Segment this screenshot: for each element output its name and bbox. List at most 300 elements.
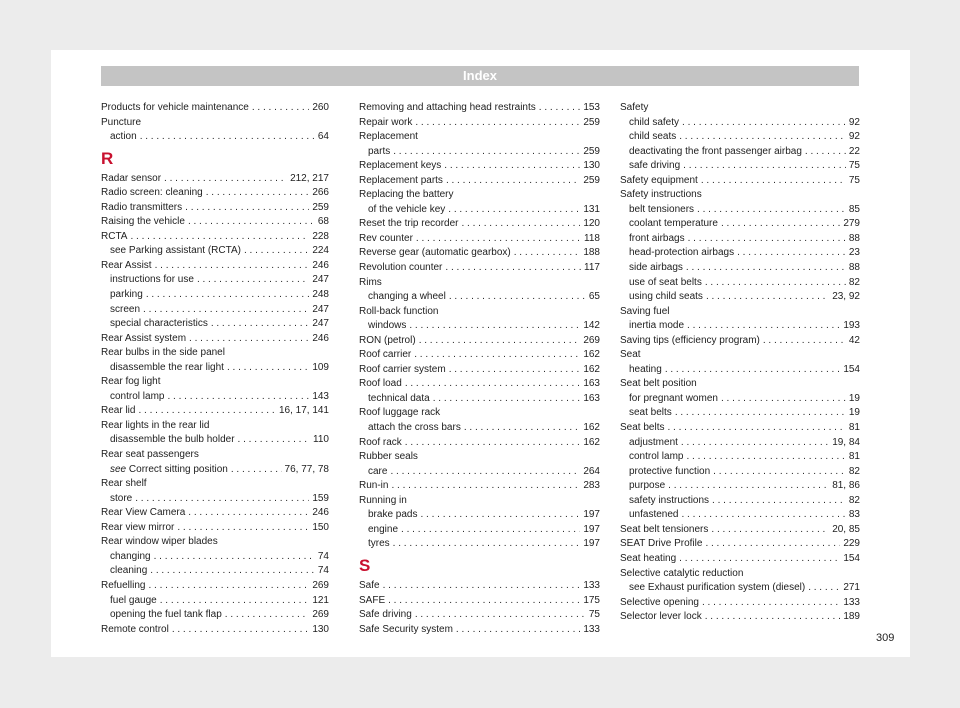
page-reference: 82 <box>848 494 860 506</box>
entry-term: seat belts <box>629 407 672 419</box>
entry-term: Roof rack <box>359 436 402 448</box>
dot-leader <box>449 363 581 378</box>
entry-term: Radio screen: cleaning <box>101 187 203 199</box>
page-reference: 197 <box>583 523 600 535</box>
dot-leader <box>135 492 309 507</box>
entry-term-text: Correct sitting position <box>128 463 228 475</box>
page-reference: 42 <box>848 334 860 346</box>
index-entry <box>101 201 329 216</box>
index-heading: Rubber seals <box>359 451 418 463</box>
entry-term: see Exhaust purification system (diesel) <box>629 582 806 594</box>
dot-leader <box>668 479 829 494</box>
page-reference: 19, 84 <box>832 436 860 448</box>
index-heading: Rear window wiper blades <box>101 536 218 548</box>
dot-leader <box>390 465 580 480</box>
index-entry <box>359 537 600 552</box>
entry-term: using child seats <box>629 291 703 303</box>
dot-leader <box>155 259 310 274</box>
entry-term: Radar sensor <box>101 172 162 184</box>
entry-term: heating <box>629 363 662 375</box>
index-entry <box>620 116 860 131</box>
index-entry <box>620 421 860 436</box>
dot-leader <box>681 436 829 451</box>
index-entry <box>101 608 329 623</box>
entry-term: Revolution counter <box>359 262 443 274</box>
entry-term: SAFE <box>359 594 386 606</box>
page-reference: 88 <box>848 262 860 274</box>
index-entry <box>620 436 860 451</box>
dot-leader <box>383 579 581 594</box>
index-entry <box>620 552 860 567</box>
dot-leader <box>737 246 846 261</box>
dot-leader <box>688 232 846 247</box>
entry-term: Seat heating <box>620 552 677 564</box>
index-entry <box>620 523 860 538</box>
index-entry <box>101 230 329 245</box>
index-heading: Saving fuel <box>620 305 670 317</box>
page-reference: 16, 17, 141 <box>278 405 329 417</box>
dot-leader <box>164 172 287 187</box>
index-entry <box>101 623 329 638</box>
index-entry <box>101 288 329 303</box>
dot-leader <box>252 101 309 116</box>
dot-leader <box>808 581 840 596</box>
entry-term: special characteristics <box>110 318 208 330</box>
entry-term: safety instructions <box>629 494 710 506</box>
dot-leader <box>414 348 580 363</box>
page-reference: 74 <box>317 565 329 577</box>
dot-leader <box>713 465 846 480</box>
dot-leader <box>140 130 315 145</box>
dot-leader <box>675 406 846 421</box>
entry-term: control lamp <box>629 451 684 463</box>
index-entry <box>620 537 860 552</box>
page-reference: 121 <box>312 594 329 606</box>
entry-term: Rear view mirror <box>101 521 175 533</box>
dot-leader <box>150 564 315 579</box>
index-entry <box>620 494 860 509</box>
dot-leader <box>172 623 310 638</box>
dot-leader <box>444 159 580 174</box>
entry-term: parts <box>368 145 391 157</box>
entry-term: Replacement keys <box>359 160 442 172</box>
index-entry <box>620 130 860 145</box>
dot-leader <box>409 319 580 334</box>
page-reference: 118 <box>584 232 600 244</box>
index-entry <box>620 232 860 247</box>
index-entry <box>101 332 329 347</box>
entry-term: Roof carrier system <box>359 363 446 375</box>
page-header-title: Index <box>101 66 859 86</box>
index-entry <box>359 594 600 609</box>
page-reference: 82 <box>848 276 860 288</box>
entry-term: inertia mode <box>629 320 685 332</box>
dot-leader <box>448 203 580 218</box>
index-entry <box>101 463 329 478</box>
entry-term: disassemble the rear light <box>110 361 224 373</box>
dot-leader <box>393 145 580 160</box>
entry-term: Radio transmitters <box>101 201 183 213</box>
dot-leader <box>705 276 846 291</box>
page-reference: 248 <box>312 289 329 301</box>
entry-term: see Parking assistant (RCTA) <box>110 245 241 257</box>
index-entry <box>101 564 329 579</box>
page-reference: 246 <box>312 507 329 519</box>
index-heading: Selective catalytic reduction <box>620 567 744 579</box>
index-entry <box>359 101 600 116</box>
dot-leader <box>721 392 846 407</box>
page-reference: 92 <box>848 116 860 128</box>
entry-term: of the vehicle key <box>368 203 446 215</box>
dot-leader <box>231 463 282 478</box>
page-reference: 259 <box>583 116 600 128</box>
page-reference: 269 <box>583 334 600 346</box>
page-reference: 143 <box>312 390 329 402</box>
entry-term: windows <box>368 320 407 332</box>
entry-term: store <box>110 492 133 504</box>
index-entry <box>101 259 329 274</box>
entry-term: Reset the trip recorder <box>359 218 459 230</box>
index-entry <box>620 319 860 334</box>
index-entry <box>359 579 600 594</box>
entry-term: control lamp <box>110 390 165 402</box>
index-entry <box>101 506 329 521</box>
page-reference: 65 <box>588 291 600 303</box>
dot-leader <box>416 232 581 247</box>
index-entry <box>101 579 329 594</box>
page-reference: 74 <box>317 550 329 562</box>
index-entry <box>359 174 600 189</box>
entry-term: child safety <box>629 116 680 128</box>
page-reference: 269 <box>312 609 329 621</box>
dot-leader <box>682 116 846 131</box>
index-entry <box>359 392 600 407</box>
dot-leader <box>405 436 581 451</box>
index-entry <box>620 596 860 611</box>
page-reference: 22 <box>848 145 860 157</box>
dot-leader <box>679 130 846 145</box>
entry-term: Selective opening <box>620 596 699 608</box>
dot-leader <box>197 273 309 288</box>
page-reference: 23, 92 <box>832 291 860 303</box>
dot-leader <box>706 290 829 305</box>
index-heading: Running in <box>359 494 407 506</box>
page-reference: 247 <box>312 318 329 330</box>
index-entry <box>359 479 600 494</box>
entry-term: protective function <box>629 465 711 477</box>
dot-leader <box>420 508 580 523</box>
index-entry <box>101 130 329 145</box>
page-reference: 163 <box>583 392 600 404</box>
page-reference: 110 <box>313 434 329 446</box>
index-column-2 <box>359 101 600 637</box>
dot-leader <box>464 421 580 436</box>
page-reference: 133 <box>583 623 600 635</box>
page-reference: 133 <box>843 596 860 608</box>
dot-leader <box>167 390 309 405</box>
index-heading: Safety instructions <box>620 189 702 201</box>
dot-leader <box>130 230 309 245</box>
page-reference: 175 <box>583 594 600 606</box>
entry-term: front airbags <box>629 232 685 244</box>
index-entry <box>359 623 600 638</box>
index-entry <box>620 465 860 480</box>
index-entry <box>359 116 600 131</box>
entry-term: attach the cross bars <box>368 422 461 434</box>
page-reference: 247 <box>312 303 329 315</box>
dot-leader <box>539 101 581 116</box>
entry-term: instructions for use <box>110 274 194 286</box>
page-reference: 162 <box>583 422 600 434</box>
page-reference: 20, 85 <box>832 523 860 535</box>
page-reference: 259 <box>583 145 600 157</box>
index-heading: Rims <box>359 276 382 288</box>
entry-term: changing a wheel <box>368 291 446 303</box>
page-reference: 269 <box>312 579 329 591</box>
index-entry <box>359 508 600 523</box>
page-reference: 264 <box>583 465 600 477</box>
page-reference: 19 <box>848 392 860 404</box>
entry-term: use of seat belts <box>629 276 702 288</box>
index-entry <box>101 433 329 448</box>
dot-leader <box>805 145 846 160</box>
page-reference: 246 <box>312 332 329 344</box>
index-entry <box>620 276 860 291</box>
index-entry <box>620 450 860 465</box>
page-reference: 271 <box>843 582 860 594</box>
index-entry <box>359 363 600 378</box>
page-reference: 247 <box>312 274 329 286</box>
dot-leader <box>388 594 580 609</box>
entry-term: head-protection airbags <box>629 247 735 259</box>
index-heading: Seat belt position <box>620 378 697 390</box>
dot-leader <box>667 421 845 436</box>
page-reference: 142 <box>583 320 600 332</box>
dot-leader <box>415 116 580 131</box>
index-entry <box>359 436 600 451</box>
page-reference: 120 <box>583 218 600 230</box>
index-entry <box>620 363 860 378</box>
entry-term: Raising the vehicle <box>101 216 185 228</box>
dot-leader <box>679 552 840 567</box>
index-heading: Safety <box>620 102 649 113</box>
index-entry <box>620 392 860 407</box>
dot-leader <box>143 303 309 318</box>
dot-leader <box>148 579 309 594</box>
index-entry <box>101 172 329 187</box>
page-reference: 162 <box>583 363 600 375</box>
entry-term: RON (petrol) <box>359 334 416 346</box>
index-entry <box>620 290 860 305</box>
index-entry <box>359 159 600 174</box>
entry-term: SEAT Drive Profile <box>620 538 703 550</box>
index-entry <box>101 303 329 318</box>
dot-leader <box>446 174 580 189</box>
dot-leader <box>138 404 275 419</box>
page-reference: 197 <box>583 509 600 521</box>
page-reference: 163 <box>583 378 600 390</box>
entry-term: Safety equipment <box>620 174 698 186</box>
entry-term: technical data <box>368 392 430 404</box>
dot-leader <box>185 201 309 216</box>
entry-term: safe driving <box>629 160 681 172</box>
index-heading: Rear shelf <box>101 478 147 490</box>
dot-leader <box>456 623 580 638</box>
page-reference: 85 <box>848 203 860 215</box>
entry-term: Repair work <box>359 116 413 128</box>
entry-term: unfastened <box>629 509 679 521</box>
index-entry <box>101 492 329 507</box>
dot-leader <box>682 508 846 523</box>
entry-term: action <box>110 131 137 143</box>
entry-term: coolant temperature <box>629 218 718 230</box>
index-entry <box>359 261 600 276</box>
entry-term: engine <box>368 523 399 535</box>
index-heading: Rear bulbs in the side panel <box>101 347 225 359</box>
entry-term: Rear lid <box>101 405 136 417</box>
page-reference: 162 <box>583 349 600 361</box>
page-reference: 82 <box>848 465 860 477</box>
index-entry <box>620 217 860 232</box>
index-entry <box>359 290 600 305</box>
dot-leader <box>705 610 841 625</box>
entry-term <box>110 463 228 478</box>
page-reference: 259 <box>312 201 329 213</box>
entry-term: adjustment <box>629 436 678 448</box>
page-reference: 229 <box>843 538 860 550</box>
index-column-1 <box>101 101 329 637</box>
dot-leader <box>686 450 845 465</box>
entry-term: Saving tips (efficiency program) <box>620 334 760 346</box>
dot-leader <box>665 363 841 378</box>
index-heading: Replacing the battery <box>359 189 454 201</box>
dot-leader <box>188 506 309 521</box>
entry-term: Seat belts <box>620 422 665 434</box>
entry-term: Refuelling <box>101 579 146 591</box>
index-entry <box>101 101 329 116</box>
dot-leader <box>433 392 581 407</box>
entry-term: Safe <box>359 579 380 591</box>
dot-leader <box>697 203 846 218</box>
dot-leader <box>405 377 581 392</box>
index-entry <box>620 261 860 276</box>
entry-term: Products for vehicle maintenance <box>101 102 249 113</box>
dot-leader <box>238 433 311 448</box>
dot-leader <box>393 537 581 552</box>
index-heading: Seat <box>620 349 641 361</box>
dot-leader <box>683 159 846 174</box>
page-reference: 81 <box>848 451 860 463</box>
dot-leader <box>415 608 586 623</box>
page-reference: 19 <box>848 407 860 419</box>
entry-term: child seats <box>629 131 677 143</box>
page-reference: 189 <box>843 611 860 623</box>
page-reference: 83 <box>848 509 860 521</box>
page-reference: 153 <box>583 102 600 113</box>
index-entry <box>620 145 860 160</box>
entry-term: screen <box>110 303 141 315</box>
index-entry <box>101 273 329 288</box>
entry-term: Removing and attaching head restraints <box>359 102 536 113</box>
index-entry <box>359 246 600 261</box>
page-reference: 130 <box>312 623 329 635</box>
index-entry <box>620 610 860 625</box>
entry-term: changing <box>110 550 151 562</box>
entry-term: Roof load <box>359 378 402 390</box>
index-entry <box>620 406 860 421</box>
index-heading: Roof luggage rack <box>359 407 441 419</box>
page-reference: 131 <box>583 203 600 215</box>
dot-leader <box>449 290 586 305</box>
page-reference: 81, 86 <box>832 480 860 492</box>
index-entry <box>101 594 329 609</box>
index-entry <box>620 334 860 349</box>
page-reference: 224 <box>312 245 329 257</box>
index-entry <box>620 246 860 261</box>
dot-leader <box>188 215 315 230</box>
page-reference: 64 <box>317 131 329 143</box>
index-entry <box>620 581 860 596</box>
dot-leader <box>154 550 315 565</box>
page-reference: 133 <box>583 579 600 591</box>
entry-term: Replacement parts <box>359 174 443 186</box>
dot-leader <box>227 361 309 376</box>
entry-term: Roof carrier <box>359 349 412 361</box>
dot-leader <box>705 537 840 552</box>
page-reference: 193 <box>843 320 860 332</box>
dot-leader <box>391 479 580 494</box>
section-letter: R <box>101 148 114 168</box>
page-reference: 150 <box>312 521 329 533</box>
page-reference: 266 <box>312 187 329 199</box>
index-entry <box>620 508 860 523</box>
page-reference: 228 <box>312 230 329 242</box>
index-entry <box>359 608 600 623</box>
dot-leader <box>177 521 309 536</box>
dot-leader <box>711 523 829 538</box>
dot-leader <box>763 334 846 349</box>
entry-term: brake pads <box>368 509 418 521</box>
dot-leader <box>225 608 310 623</box>
entry-term: fuel gauge <box>110 594 157 606</box>
index-heading: Puncture <box>101 116 142 128</box>
dot-leader <box>160 594 310 609</box>
page-reference: 246 <box>312 259 329 271</box>
entry-term: belt tensioners <box>629 203 695 215</box>
page-reference: 279 <box>843 218 860 230</box>
page-reference: 23 <box>848 247 860 259</box>
index-entry <box>359 145 600 160</box>
dot-leader <box>244 244 309 259</box>
index-entry <box>101 317 329 332</box>
index-entry <box>359 348 600 363</box>
entry-term: Safe driving <box>359 609 412 621</box>
dot-leader <box>189 332 309 347</box>
entry-term: Seat belt tensioners <box>620 523 709 535</box>
entry-term: opening the fuel tank flap <box>110 609 222 621</box>
dot-leader <box>686 261 846 276</box>
page-number: 309 <box>876 632 895 644</box>
page-reference: 188 <box>583 247 600 259</box>
index-heading: Rear seat passengers <box>101 449 199 461</box>
entry-term: purpose <box>629 480 666 492</box>
page-reference: 81 <box>848 422 860 434</box>
index-entry <box>359 523 600 538</box>
index-entry <box>101 361 329 376</box>
entry-term: disassemble the bulb holder <box>110 434 235 446</box>
index-heading: Replacement <box>359 131 418 143</box>
entry-term: Reverse gear (automatic gearbox) <box>359 247 511 259</box>
